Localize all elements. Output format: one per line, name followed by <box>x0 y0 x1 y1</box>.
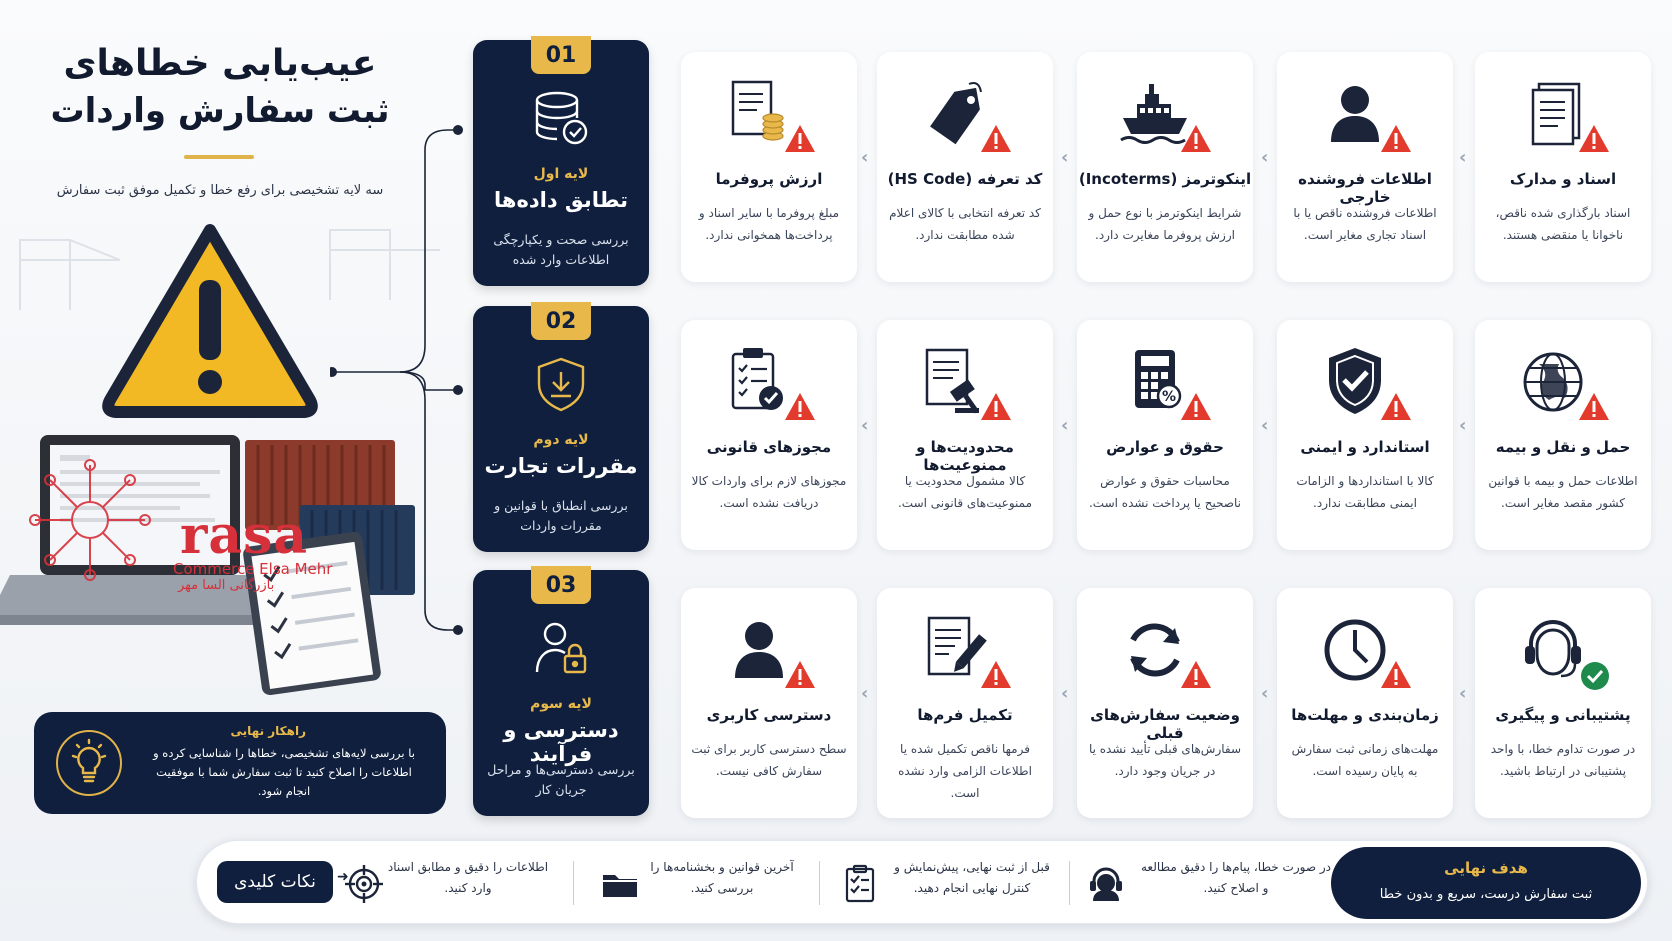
issue-description: سفارش‌های قبلی تأیید نشده یا در جریان وجود دارد. <box>1088 742 1242 778</box>
issue-description: سطح دسترسی کاربر برای ثبت سفارش کافی نیست. <box>691 742 847 778</box>
layer-description: بررسی دسترسی‌ها و مراحل جریان کار <box>487 762 635 797</box>
warning-icon <box>981 393 1011 420</box>
issue-title: کد تعرفه (HS Code) <box>887 170 1043 188</box>
chevron-left-icon: ‹ <box>861 415 869 436</box>
issue-description: مهلت‌های زمانی ثبت سفارش به پایان رسیده است. <box>1291 742 1439 778</box>
shield-gavel-icon <box>531 354 591 414</box>
solution-title: راهکار نهایی <box>230 724 306 738</box>
chevron-left-icon: ‹ <box>1061 683 1069 704</box>
divider <box>573 861 574 905</box>
issue-title: اینکوترمز (Incoterms) <box>1078 170 1252 188</box>
title-line-2: ثبت سفارش واردات <box>50 91 390 131</box>
issue-description: مبلغ پروفرما با سایر اسناد و پرداخت‌ها همخوانی ندارد. <box>698 206 840 242</box>
layer-name: لایه اول <box>533 166 589 182</box>
issue-description: محاسبات حقوق و عوارض ناصحیح یا پرداخت نشده است. <box>1088 474 1241 510</box>
gavel-document-icon <box>915 342 1015 422</box>
layer-connector <box>330 120 480 680</box>
calculator-icon <box>1115 342 1215 422</box>
user-lock-icon <box>531 618 591 678</box>
issue-card <box>1077 588 1253 818</box>
issue-title: دسترسی کاربری <box>706 706 832 724</box>
refresh-icon <box>1115 610 1215 690</box>
issue-title: وضعیت سفارش‌های قبلی <box>1090 706 1240 742</box>
issue-title: اطلاعات فروشنده خارجی <box>1298 170 1432 206</box>
subtitle: سه لایه تشخیصی برای رفع خطا و تکمیل موفق ثبت سفارش <box>56 183 384 198</box>
final-goal <box>1331 847 1641 919</box>
issue-card <box>877 588 1053 818</box>
key-tips-button[interactable]: نکات کلیدی <box>217 861 333 903</box>
watermark-subtitle-en: Commerce Elsa Mehr <box>173 560 333 578</box>
watermark-subtitle-fa: بازرگانی السا مهر <box>178 578 275 593</box>
layer-number: 01 <box>531 36 591 74</box>
warning-icon <box>785 125 815 152</box>
tip-4: اطلاعات را دقیق و مطابق اسناد وارد کنید. <box>387 860 549 895</box>
clock-icon <box>1315 610 1415 690</box>
issue-card <box>1277 588 1453 818</box>
warning-icon <box>1381 661 1411 688</box>
headset-icon <box>1513 610 1613 690</box>
layer-description: بررسی صحت و یکپارچگی اطلاعات وارد شده <box>493 232 629 267</box>
issue-card <box>681 52 857 282</box>
title-divider <box>184 155 254 159</box>
chevron-left-icon: ‹ <box>1459 415 1467 436</box>
documents-icon <box>1513 74 1613 154</box>
issue-title: پشتیبانی و پیگیری <box>1495 706 1631 724</box>
user-icon <box>719 610 819 690</box>
chevron-left-icon: ‹ <box>1261 415 1269 436</box>
title-line-1: عیب‌یابی خطاهای <box>63 43 377 84</box>
warning-icon <box>1381 393 1411 420</box>
warning-icon <box>1579 125 1609 152</box>
arrow-icon: ➜ <box>337 869 349 885</box>
issue-card <box>681 320 857 550</box>
issue-description: فرمها ناقص تکمیل شده یا اطلاعات الزامی وارد نشده است. <box>898 742 1032 800</box>
layer-number: 02 <box>531 302 591 340</box>
issue-title: مجوزهای قانونی <box>706 438 832 456</box>
tip-3: آخرین قوانین و بخشنامه‌ها را بررسی کنید. <box>650 860 794 895</box>
issue-description: اطلاعات فروشنده ناقص یا با اسناد تجاری مغایر است. <box>1293 206 1437 242</box>
layer-title: دسترسی و فرآیند <box>503 718 619 766</box>
invoice-coins-icon <box>719 74 819 154</box>
layer-name: لایه دوم <box>533 432 589 448</box>
issue-description: اطلاعات حمل و بیمه با قوانین کشور مقصد مغایر است. <box>1488 474 1638 510</box>
svg-text:%: % <box>1161 389 1177 405</box>
warning-icon <box>981 661 1011 688</box>
layer-description: بررسی انطباق با قوانین و مقررات واردات <box>494 498 628 533</box>
issue-title: تکمیل فرم‌ها <box>917 706 1013 724</box>
ship-icon <box>1115 74 1215 154</box>
issue-title: اسناد و مدارک <box>1509 170 1617 188</box>
chevron-left-icon: ‹ <box>1261 683 1269 704</box>
layer-card-2 <box>473 306 649 552</box>
warning-icon <box>1181 661 1211 688</box>
issue-description: در صورت تداوم خطا، با واحد پشتیبانی در ارتباط باشید. <box>1490 742 1636 778</box>
folder-icon <box>599 863 641 905</box>
lightbulb-icon <box>56 730 122 796</box>
layer-card-3 <box>473 570 649 816</box>
clipboard-check-icon <box>719 342 819 422</box>
divider <box>819 861 820 905</box>
watermark-logo: rasa <box>180 505 309 566</box>
goal-title: هدف نهایی <box>1444 859 1528 877</box>
issue-title: محدودیت‌ها و ممنوعیت‌ها <box>916 438 1014 474</box>
issue-description: اسناد بارگذاری شده ناقص، ناخوانا یا منقضی هستند. <box>1495 206 1631 242</box>
issue-card <box>877 52 1053 282</box>
issue-title: حقوق و عوارض <box>1106 438 1224 456</box>
solution-body: با بررسی لایه‌های تشخیصی، خطاها را شناسایی کرده و اطلاعات را اصلاح کنید تا ثبت سفارش شما با موفقیت انجام شود. <box>153 746 415 798</box>
key-tips-bar <box>196 840 1648 924</box>
database-check-icon <box>531 88 591 148</box>
form-pen-icon <box>915 610 1015 690</box>
warning-icon <box>981 125 1011 152</box>
chevron-left-icon: ‹ <box>1061 147 1069 168</box>
issue-description: کد تعرفه انتخابی با کالای اعلام شده مطابقت ندارد. <box>889 206 1041 242</box>
chevron-left-icon: ‹ <box>1061 415 1069 436</box>
issue-card <box>681 588 857 818</box>
issue-description: مجوزهای لازم برای واردات کالا دریافت نشده است. <box>691 474 847 510</box>
shield-check-icon <box>1315 342 1415 422</box>
issue-card <box>1277 320 1453 550</box>
issue-title: حمل و نقل و بیمه <box>1495 438 1631 456</box>
issue-card <box>877 320 1053 550</box>
chevron-left-icon: ‹ <box>1459 147 1467 168</box>
target-icon <box>343 863 385 905</box>
issue-card <box>1077 52 1253 282</box>
layer-title: مقررات تجارت <box>484 454 638 478</box>
warning-icon <box>1381 125 1411 152</box>
issue-card <box>1475 52 1651 282</box>
issue-card <box>1475 588 1651 818</box>
headset-icon <box>1085 863 1127 905</box>
layer-card-1 <box>473 40 649 286</box>
tag-icon <box>915 74 1015 154</box>
issue-card <box>1475 320 1651 550</box>
seller-icon <box>1315 74 1415 154</box>
warning-icon <box>785 661 815 688</box>
issue-title: ارزش پروفرما <box>715 170 823 188</box>
final-solution-box <box>34 712 446 814</box>
warning-icon <box>785 393 815 420</box>
issue-description: کالا مشمول محدودیت یا ممنوعیت‌های قانونی است. <box>897 474 1032 510</box>
issue-title: استاندارد و ایمنی <box>1300 438 1430 456</box>
checklist-icon <box>839 863 881 905</box>
issue-description: شرایط اینکوترمز با نوع حمل و ارزش پروفرما مغایرت دارد. <box>1088 206 1242 242</box>
warning-icon <box>1181 125 1211 152</box>
chevron-left-icon: ‹ <box>1261 147 1269 168</box>
check-circle-icon <box>1581 662 1609 690</box>
goal-description: ثبت سفارش درست، سریع و بدون خطا <box>1379 887 1593 902</box>
warning-icon <box>1181 393 1211 420</box>
divider <box>1069 861 1070 905</box>
layer-name: لایه سوم <box>530 696 592 712</box>
warning-icon <box>1579 393 1609 420</box>
globe-icon <box>1513 342 1613 422</box>
chevron-left-icon: ‹ <box>861 147 869 168</box>
issue-title: زمان‌بندی و مهلت‌ها <box>1291 706 1439 724</box>
issue-card <box>1077 320 1253 550</box>
issue-card <box>1277 52 1453 282</box>
layer-title: تطابق داده‌ها <box>494 188 628 212</box>
layer-number: 03 <box>531 566 591 604</box>
issue-description: کالا با استانداردها و الزامات ایمنی مطابقت ندارد. <box>1296 474 1434 510</box>
tip-1: در صورت خطا، پیام‌ها را دقیق مطالعه و اصلاح کنید. <box>1141 860 1331 895</box>
tip-2: قبل از ثبت نهایی، پیش‌نمایش و کنترل نهایی انجام دهید. <box>894 860 1050 895</box>
chevron-left-icon: ‹ <box>1459 683 1467 704</box>
chevron-left-icon: ‹ <box>861 683 869 704</box>
